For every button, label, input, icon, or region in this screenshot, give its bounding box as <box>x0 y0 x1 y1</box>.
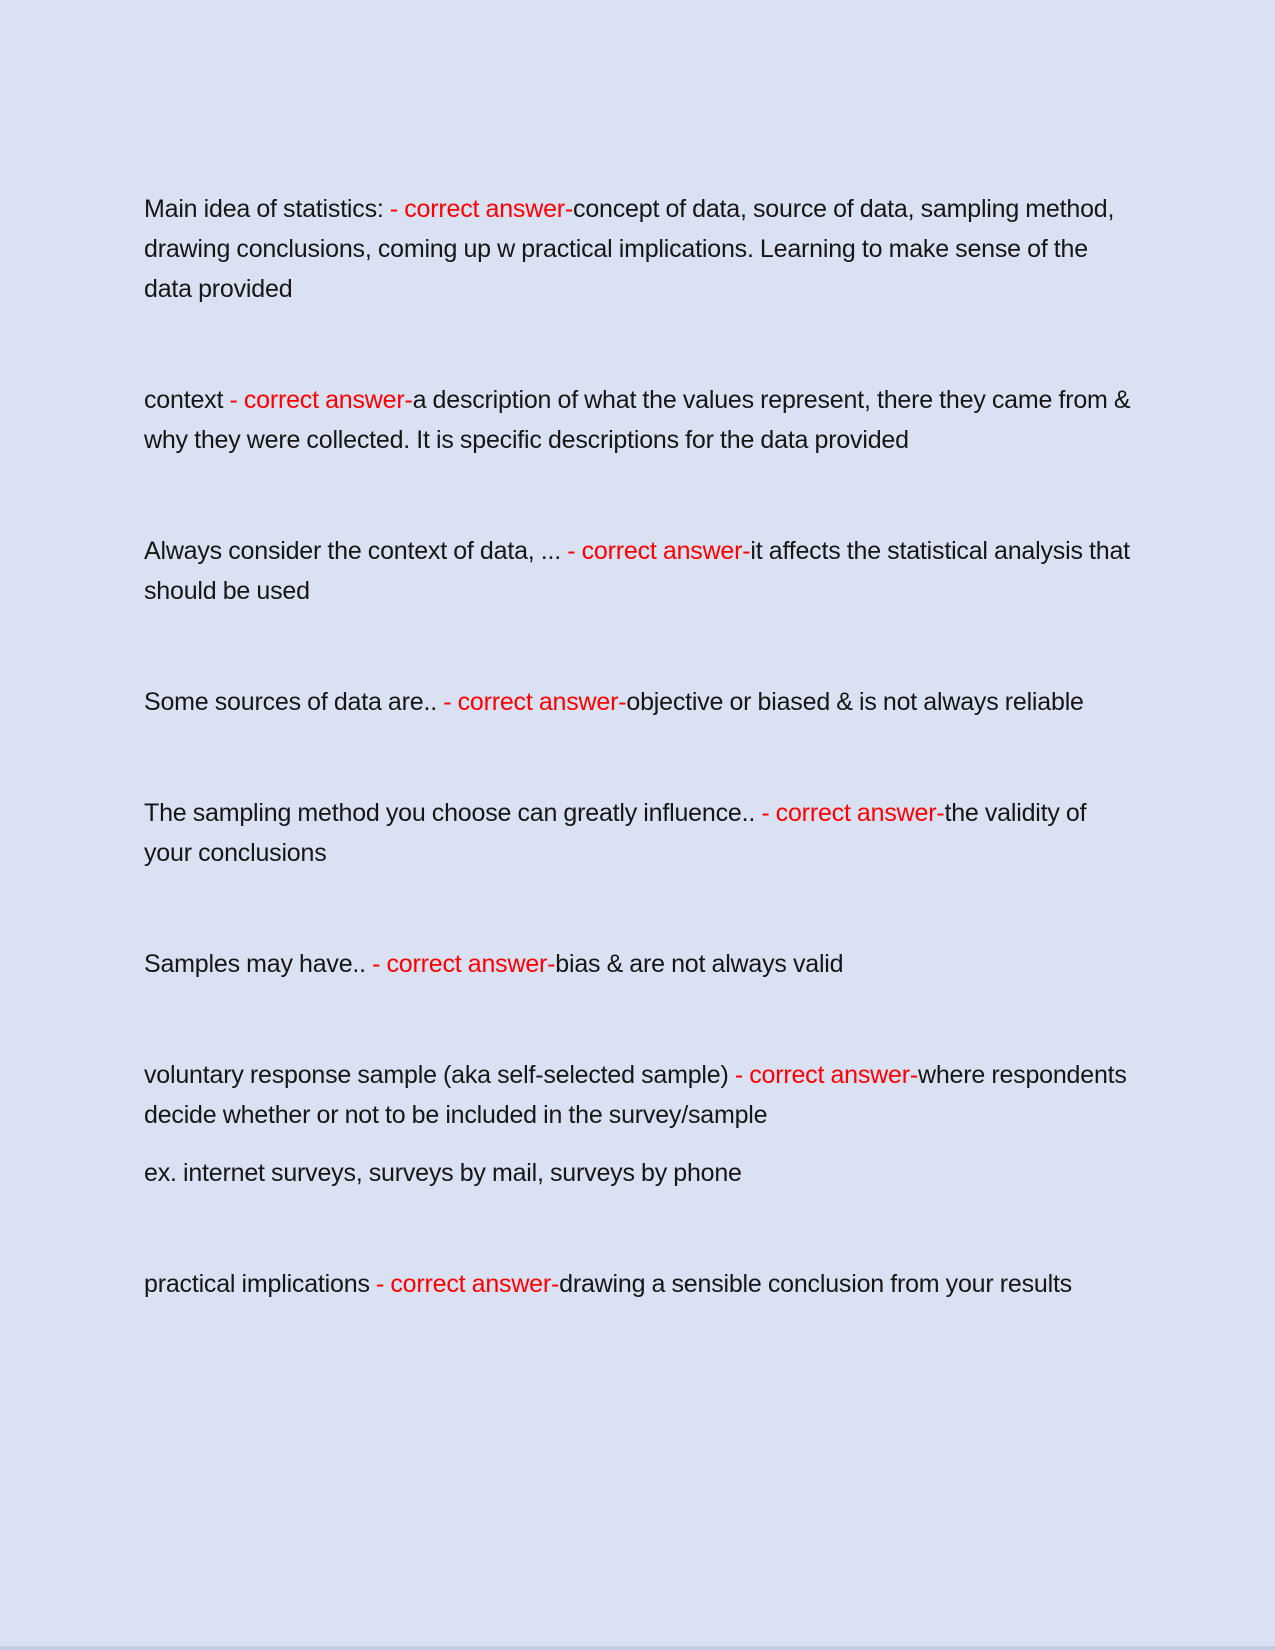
qa-item <box>144 1264 1136 1304</box>
qa-item <box>144 189 1136 309</box>
qa-example-text: ex. internet surveys, surveys by mail, surveys by phone <box>144 1159 742 1187</box>
qa-answer: drawing a sensible conclusion from your results <box>559 1270 1072 1298</box>
qa-answer: where respondents decide whether or not to be included in the survey/sample <box>144 1061 1127 1129</box>
qa-item <box>144 944 1136 984</box>
qa-term: The sampling method you choose can greatly influence.. <box>144 799 762 827</box>
qa-term: voluntary response sample (aka self-selected sample) <box>144 1061 735 1089</box>
correct-answer-marker: - correct answer- <box>761 799 945 827</box>
qa-answer: it affects the statistical analysis that should be used <box>144 537 1130 605</box>
correct-answer-marker: - correct answer- <box>229 386 413 414</box>
qa-item <box>144 380 1136 460</box>
qa-answer: concept of data, source of data, sampling method, drawing conclusions, coming up w practical implications. Learning to make sense of the data provided <box>144 195 1115 303</box>
correct-answer-marker: - correct answer- <box>734 1061 918 1089</box>
qa-term: Some sources of data are.. <box>144 688 444 716</box>
correct-answer-marker: - correct answer- <box>372 950 556 978</box>
page-bottom-edge <box>0 1646 1275 1650</box>
correct-answer-marker: - correct answer- <box>376 1270 560 1298</box>
qa-answer: a description of what the values represent, there they came from & why they were collected. It is specific descriptions for the data provided <box>144 386 1131 454</box>
correct-answer-marker: - correct answer- <box>443 688 627 716</box>
qa-term: Main idea of statistics: <box>144 195 390 223</box>
correct-answer-marker: - correct answer- <box>389 195 574 223</box>
qa-example <box>144 1153 1136 1193</box>
qa-term: Always consider the context of data, ... <box>144 537 568 565</box>
qa-item <box>144 793 1136 873</box>
qa-item <box>144 682 1136 722</box>
qa-item <box>144 531 1136 611</box>
qa-term: context <box>144 386 230 414</box>
qa-answer: objective or biased & is not always reliable <box>626 688 1084 716</box>
qa-item <box>144 1055 1136 1135</box>
qa-term: practical implications <box>144 1270 376 1298</box>
qa-answer: bias & are not always valid <box>555 950 844 978</box>
document-content <box>144 189 1136 1375</box>
correct-answer-marker: - correct answer- <box>567 537 751 565</box>
qa-answer: the validity of your conclusions <box>144 799 1087 867</box>
qa-term: Samples may have.. <box>144 950 373 978</box>
